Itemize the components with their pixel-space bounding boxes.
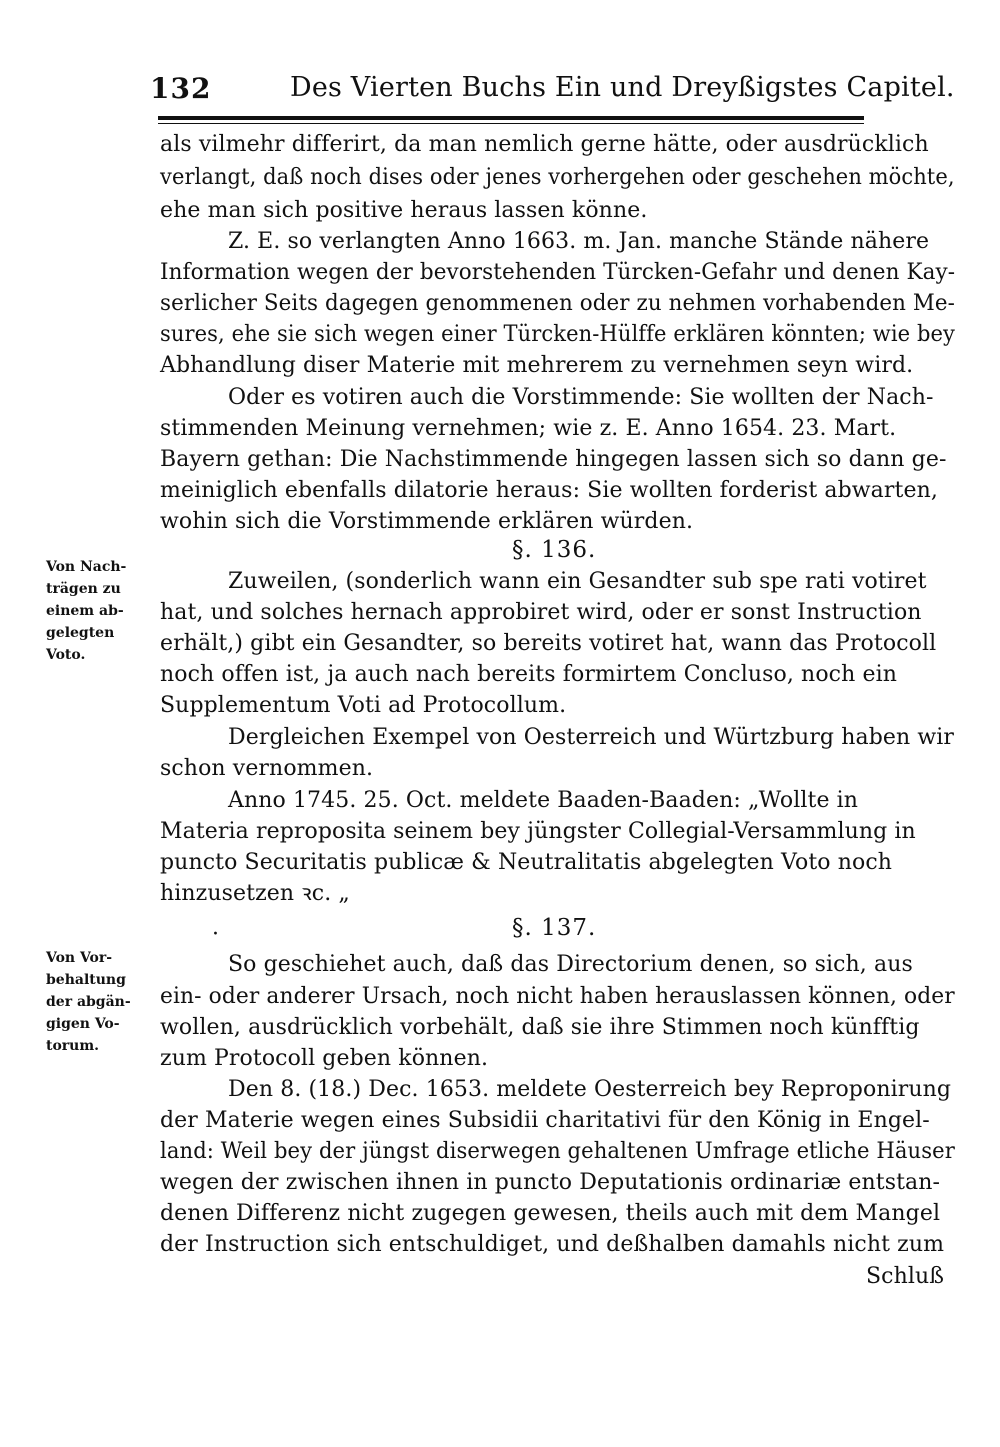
stray-dot: · (212, 922, 219, 947)
marginal-note-line: der abgän- (46, 994, 131, 1010)
catchword: Schluß (866, 1264, 945, 1289)
text-line: hinzusetzen ꝛc. „ (160, 881, 350, 906)
text-line: wollen, ausdrücklich vorbehält, daß sie ihre Stimmen noch künfftig (160, 1015, 920, 1040)
marginal-note-line: trägen zu (46, 581, 121, 597)
text-line: wegen der zwischen ihnen in puncto Deputationis ordinariæ entstan- (160, 1170, 941, 1195)
marginal-note-line: behaltung (46, 972, 126, 988)
text-line: wohin sich die Vorstimmende erklären würden. (160, 509, 694, 534)
header-rule (158, 116, 864, 120)
text-line: sures, ehe sie sich wegen einer Türcken-Hülffe erklären könnten; wie bey (160, 322, 956, 347)
marginal-note-line: Von Vor- (46, 950, 113, 966)
text-line: Z. E. so verlangten Anno 1663. m. Jan. manche Stände nähere (228, 229, 930, 254)
text-line: Dergleichen Exempel von Oesterreich und Würtzburg haben wir (228, 725, 955, 750)
text-line: puncto Securitatis publicæ & Neutralitatis abgelegten Voto noch (160, 850, 893, 875)
section-heading-137: §. 137. (512, 915, 597, 941)
text-line: ehe man sich positive heraus lassen könne. (160, 198, 648, 223)
marginal-note-line: torum. (46, 1038, 100, 1054)
text-line: denen Differenz nicht zugegen gewesen, theils auch mit dem Mangel (160, 1201, 941, 1226)
text-line: meiniglich ebenfalls dilatorie heraus: Sie wollten forderist abwarten, (160, 478, 938, 503)
header-rule-thin (158, 123, 864, 124)
marginal-note-line: Von Nach- (46, 559, 127, 575)
text-line: zum Protocoll geben können. (160, 1046, 489, 1071)
marginal-note-line: Voto. (46, 647, 86, 663)
text-line: als vilmehr differirt, da man nemlich gerne hätte, oder ausdrücklich (160, 132, 929, 157)
text-line: der Instruction sich entschuldiget, und deßhalben damahls nicht zum (160, 1232, 945, 1257)
text-line: Information wegen der bevorstehenden Türcken-Gefahr und denen Kay- (160, 260, 956, 285)
text-line: Bayern gethan: Die Nachstimmende hingegen lassen sich so dann ge- (160, 447, 947, 472)
marginal-note-line: einem ab- (46, 603, 124, 619)
text-line: ein- oder anderer Ursach, noch nicht haben herauslassen können, oder (160, 984, 955, 1009)
section-heading-136: §. 136. (512, 537, 597, 563)
text-line: land: Weil bey der jüngst diserwegen gehaltenen Umfrage etliche Häuser (160, 1139, 955, 1164)
text-line: So geschiehet auch, daß das Directorium denen, so sich, aus (228, 952, 913, 977)
text-line: schon vernommen. (160, 756, 374, 781)
page-number: 132 (150, 72, 212, 105)
text-line: Abhandlung diser Materie mit mehrerem zu vernehmen seyn wird. (160, 353, 914, 378)
text-line: Supplementum Voti ad Protocollum. (160, 693, 567, 718)
marginal-note-line: gelegten (46, 625, 115, 641)
text-line: Zuweilen, (sonderlich wann ein Gesandter sub spe rati votiret (228, 569, 927, 594)
text-line: noch offen ist, ja auch nach bereits formirtem Concluso, noch ein (160, 662, 897, 687)
text-line: Materia reproposita seinem bey jüngster Collegial-Versammlung in (160, 819, 916, 844)
text-line: verlangt, daß noch dises oder jenes vorhergehen oder geschehen möchte, (160, 165, 955, 190)
text-line: erhält,) gibt ein Gesandter, so bereits votiret hat, wann das Protocoll (160, 631, 937, 656)
text-line: Oder es votiren auch die Vorstimmende: Sie wollten der Nach- (228, 385, 934, 410)
marginal-note-line: gigen Vo- (46, 1016, 120, 1032)
running-title: Des Vierten Buchs Ein und Dreyßigstes Capitel. (290, 72, 955, 103)
text-line: hat, und solches hernach approbiret wird, oder er sonst Instruction (160, 600, 922, 625)
running-header (150, 72, 955, 116)
text-line: Anno 1745. 25. Oct. meldete Baaden-Baaden: „Wollte in (228, 788, 859, 813)
text-line: stimmenden Meinung vernehmen; wie z. E. Anno 1654. 23. Mart. (160, 416, 897, 441)
text-line: serlicher Seits dagegen genommenen oder zu nehmen vorhabenden Me- (160, 291, 955, 316)
text-line: der Materie wegen eines Subsidii charitativi für den König in Engel- (160, 1108, 930, 1133)
text-line: Den 8. (18.) Dec. 1653. meldete Oesterreich bey Reproponirung (228, 1077, 952, 1102)
